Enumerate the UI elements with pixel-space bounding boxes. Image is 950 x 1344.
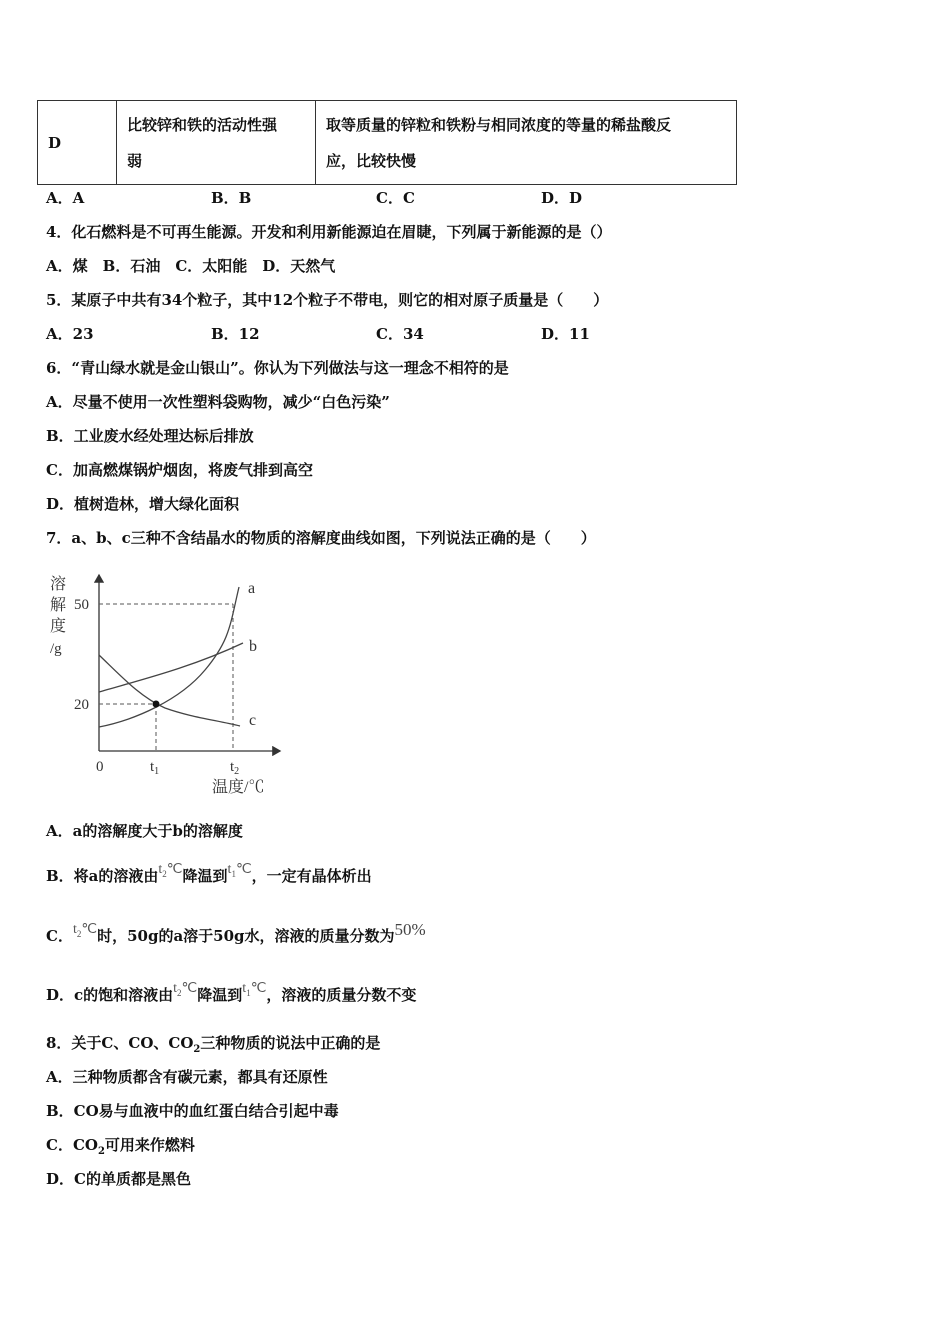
experiment-table	[37, 100, 737, 185]
ylabel-char-3: 度	[50, 618, 67, 635]
q5-option-d[interactable]: D．11	[541, 325, 590, 343]
q8-option-c[interactable]: C．$CO_2$可用来作燃料	[46, 1136, 195, 1157]
q7b-post: ，一定有晶体析出	[251, 867, 372, 885]
row-method	[316, 101, 737, 185]
q8-option-b[interactable]: B．CO易与血液中的血红蛋白结合引起中毒	[46, 1102, 339, 1120]
temp-t2: $t_2℃$	[158, 862, 183, 879]
q7d-pre: D．c的饱和溶液由	[46, 986, 174, 1004]
q3-options	[46, 188, 706, 208]
origin-label: 0	[96, 759, 104, 775]
q3-option-d[interactable]: D．D	[541, 189, 583, 207]
purpose-line2: 弱	[127, 151, 143, 170]
q3-option-c[interactable]: C．C	[376, 189, 415, 207]
ylabel-char-4: /g	[50, 641, 62, 657]
q6-option-b[interactable]: B．工业废水经处理达标后排放	[46, 427, 254, 445]
q4-stem: 4．化石燃料是不可再生能源。开发和利用新能源迫在眉睫，下列属于新能源的是（）	[46, 223, 612, 241]
q7b-mid: 降温到	[182, 867, 228, 885]
table-row	[38, 101, 737, 185]
temp-t2: $t_2℃$	[72, 922, 98, 939]
q6-option-c[interactable]: C．加高燃煤锅炉烟囱，将废气排到高空	[46, 461, 313, 479]
curve-label-b: b	[249, 638, 257, 655]
q5-option-a[interactable]: A．23	[46, 325, 94, 343]
q3-option-b[interactable]: B．B	[211, 189, 252, 207]
intersection-point	[153, 701, 160, 708]
q5-stem: 5．某原子中共有34个粒子，其中12个粒子不带电，则它的相对原子质量是（ ）	[46, 291, 609, 309]
q6-option-a[interactable]: A．尽量不使用一次性塑料袋购物，减少“白色污染”	[46, 393, 390, 411]
q5-option-c[interactable]: C．34	[376, 325, 424, 343]
q7-option-b[interactable]	[46, 862, 372, 892]
q8-option-a[interactable]: A．三种物质都含有碳元素，都具有还原性	[46, 1068, 328, 1086]
temp-t1: $t_1℃$	[242, 981, 267, 998]
y-tick-20: 20	[74, 697, 89, 713]
q3-option-a[interactable]: A．A	[46, 189, 85, 207]
q5-option-b[interactable]: B．12	[211, 325, 260, 343]
q5-options	[46, 324, 706, 344]
curve-c	[99, 655, 240, 726]
q8-stem: 8．关于C、CO、$CO_2$三种物质的说法中正确的是	[46, 1034, 381, 1055]
percent-value: 50%	[394, 920, 426, 939]
ylabel-char-1: 溶	[50, 576, 67, 593]
q7-stem: 7．a、b、c三种不含结晶水的物质的溶解度曲线如图，下列说法正确的是（ ）	[46, 529, 596, 547]
row-purpose	[117, 101, 316, 185]
q7d-post: ，溶液的质量分数不变	[266, 986, 417, 1004]
q4-options[interactable]: A．煤 B．石油 C．太阳能 D．天然气	[46, 257, 336, 275]
q6-option-d[interactable]: D．植树造林，增大绿化面积	[46, 495, 240, 513]
q7-option-c[interactable]	[46, 920, 426, 952]
solubility-chart	[40, 565, 300, 800]
q7-option-d[interactable]	[46, 981, 417, 1011]
x-tick-t1: $t_1$	[150, 759, 160, 777]
curve-a	[99, 587, 239, 727]
q6-stem: 6．“青山绿水就是金山银山”。你认为下列做法与这一理念不相符的是	[46, 359, 509, 377]
q7c-pre: C．	[46, 927, 73, 945]
temp-t1: $t_1℃$	[227, 862, 252, 879]
curve-label-a: a	[248, 580, 256, 597]
temp-t2: $t_2℃$	[173, 981, 198, 998]
q8-option-d[interactable]: D．C的单质都是黑色	[46, 1170, 191, 1188]
method-line2: 应，比较快慢	[326, 151, 417, 170]
row-letter: D	[38, 101, 117, 185]
x-tick-t2: $t_2$	[230, 759, 240, 777]
ylabel-char-2: 解	[50, 597, 67, 614]
purpose-line1: 比较锌和铁的活动性强	[127, 115, 278, 134]
y-tick-50: 50	[74, 597, 89, 613]
q7c-post: 时，50g的a溶于50g水，溶液的质量分数为	[97, 927, 395, 945]
method-line1: 取等质量的锌粒和铁粉与相同浓度的等量的稀盐酸反	[326, 115, 672, 134]
curve-label-c: c	[249, 712, 257, 729]
curve-b	[99, 643, 243, 692]
x-axis-label: 温度/℃	[212, 779, 265, 796]
q7-option-a[interactable]: A．a的溶解度大于b的溶解度	[46, 822, 243, 840]
q7b-pre: B．将a的溶液由	[46, 867, 159, 885]
q7d-mid: 降温到	[197, 986, 243, 1004]
